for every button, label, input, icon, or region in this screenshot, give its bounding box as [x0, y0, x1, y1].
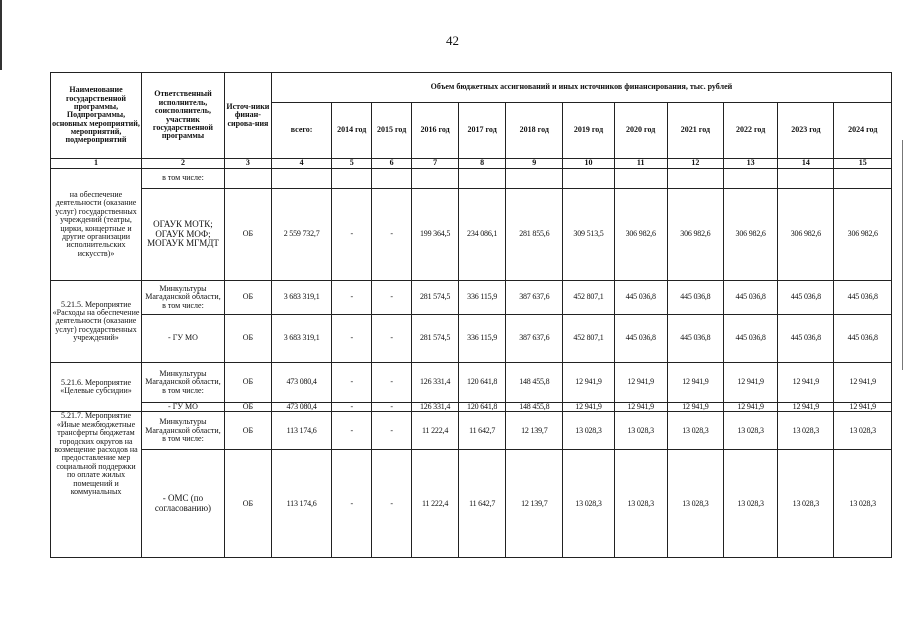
col-number: 3: [224, 159, 271, 169]
value-cell: 445 036,8: [614, 315, 667, 363]
executor-cell: - ГУ МО: [142, 403, 225, 412]
col-number: 9: [506, 159, 563, 169]
value-cell: 452 807,1: [563, 281, 614, 315]
value-cell: 336 115,9: [459, 315, 506, 363]
value-cell: 13 028,3: [778, 450, 834, 558]
value-cell: -: [372, 281, 412, 315]
value-cell: 3 683 319,1: [271, 281, 331, 315]
header-year: 2018 год: [506, 103, 563, 159]
executor-cell: ОГАУК МОТК; ОГАУК МОФ; МОГАУК МГМДТ: [142, 189, 225, 281]
activity-name: 5.21.7. Мероприятие «Иные межбюджетные трансферты бюджетам городских округов на возмещение расходов на предоставление мер социальной поддержки по оплате жилых помещений и коммунальных: [51, 412, 142, 558]
value-cell: 13 028,3: [834, 412, 892, 450]
value-cell: 12 941,9: [834, 403, 892, 412]
value-cell: 11 642,7: [459, 450, 506, 558]
value-cell: 306 982,6: [778, 189, 834, 281]
value-cell: 12 139,7: [506, 412, 563, 450]
col-number: 8: [459, 159, 506, 169]
col-number: 4: [271, 159, 331, 169]
header-total: всего:: [271, 103, 331, 159]
source-cell: [224, 169, 271, 189]
source-cell: ОБ: [224, 450, 271, 558]
value-cell: -: [332, 363, 372, 403]
value-cell: 234 086,1: [459, 189, 506, 281]
value-cell: -: [372, 189, 412, 281]
value-cell: -: [332, 450, 372, 558]
value-cell: 199 364,5: [412, 189, 459, 281]
table-row: [51, 403, 892, 412]
value-cell: 13 028,3: [667, 412, 723, 450]
activity-name: 5.21.5. Мероприятие «Расходы на обеспечение деятельности (оказание услуг) государственных учреждений»: [51, 281, 142, 363]
value-cell: 11 222,4: [412, 412, 459, 450]
header-year: 2014 год: [332, 103, 372, 159]
value-cell: 12 941,9: [724, 363, 778, 403]
value-cell: -: [372, 412, 412, 450]
header-year: 2022 год: [724, 103, 778, 159]
value-cell: 12 941,9: [778, 363, 834, 403]
source-cell: ОБ: [224, 281, 271, 315]
value-cell: 11 642,7: [459, 412, 506, 450]
source-cell: ОБ: [224, 315, 271, 363]
table-row: [51, 412, 892, 450]
header-year: 2021 год: [667, 103, 723, 159]
value-cell: 445 036,8: [724, 315, 778, 363]
value-cell: 452 807,1: [563, 315, 614, 363]
col-number: 10: [563, 159, 614, 169]
value-cell: -: [332, 403, 372, 412]
value-cell: 445 036,8: [614, 281, 667, 315]
source-cell: ОБ: [224, 403, 271, 412]
executor-cell: в том числе:: [142, 169, 225, 189]
value-cell: 445 036,8: [834, 281, 892, 315]
value-cell: 473 080,4: [271, 363, 331, 403]
value-cell: 306 982,6: [614, 189, 667, 281]
col-number: 15: [834, 159, 892, 169]
activity-name: 5.21.6. Мероприятие «Целевые субсидии»: [51, 363, 142, 412]
value-cell: 3 683 319,1: [271, 315, 331, 363]
executor-cell: Минкультуры Магаданской области, в том числе:: [142, 363, 225, 403]
header-year: 2016 год: [412, 103, 459, 159]
value-cell: -: [332, 315, 372, 363]
value-cell: 445 036,8: [724, 281, 778, 315]
value-cell: 306 982,6: [724, 189, 778, 281]
value-cell: 336 115,9: [459, 281, 506, 315]
value-cell: 445 036,8: [667, 281, 723, 315]
header-year: 2017 год: [459, 103, 506, 159]
executor-cell: Минкультуры Магаданской области, в том числе:: [142, 281, 225, 315]
activity-name: на обеспечение деятельности (оказание услуг) государственных учреждений (театры, цирки, концертные и другие организации исполнительских искусств)»: [51, 169, 142, 281]
executor-cell: - ГУ МО: [142, 315, 225, 363]
value-cell: 281 574,5: [412, 315, 459, 363]
value-cell: 281 855,6: [506, 189, 563, 281]
value-cell: 13 028,3: [614, 412, 667, 450]
col-number: 12: [667, 159, 723, 169]
value-cell: 13 028,3: [724, 450, 778, 558]
value-cell: -: [332, 189, 372, 281]
table-row: [51, 450, 892, 558]
value-cell: 113 174,6: [271, 412, 331, 450]
value-cell: 309 513,5: [563, 189, 614, 281]
value-cell: 126 331,4: [412, 363, 459, 403]
budget-table: [50, 72, 892, 558]
value-cell: 445 036,8: [667, 315, 723, 363]
value-cell: 12 139,7: [506, 450, 563, 558]
col-number: 14: [778, 159, 834, 169]
table-row: [51, 315, 892, 363]
value-cell: 12 941,9: [667, 363, 723, 403]
value-cell: 387 637,6: [506, 315, 563, 363]
value-cell: 13 028,3: [563, 412, 614, 450]
value-cell: 11 222,4: [412, 450, 459, 558]
value-cell: -: [372, 363, 412, 403]
value-cell: 473 080,4: [271, 403, 331, 412]
value-cell: 120 641,8: [459, 403, 506, 412]
value-cell: -: [372, 403, 412, 412]
value-cell: 306 982,6: [834, 189, 892, 281]
scan-edge-mark: [902, 140, 903, 370]
header-year: 2024 год: [834, 103, 892, 159]
header-volume: Объем бюджетных ассигнований и иных источников финансирования, тыс. рублей: [271, 73, 891, 103]
value-cell: -: [332, 412, 372, 450]
col-number: 2: [142, 159, 225, 169]
header-year: 2019 год: [563, 103, 614, 159]
value-cell: 13 028,3: [724, 412, 778, 450]
value-cell: 126 331,4: [412, 403, 459, 412]
header-executor: Ответственный исполнитель, соисполнитель, участник государственной программы: [142, 73, 225, 159]
source-cell: ОБ: [224, 412, 271, 450]
value-cell: 13 028,3: [834, 450, 892, 558]
value-cell: 148 455,8: [506, 403, 563, 412]
header-year: 2015 год: [372, 103, 412, 159]
value-cell: 12 941,9: [724, 403, 778, 412]
value-cell: 13 028,3: [667, 450, 723, 558]
value-cell: 12 941,9: [563, 403, 614, 412]
table-row: [51, 281, 892, 315]
col-number: 13: [724, 159, 778, 169]
table-row: [51, 169, 892, 189]
header-year: 2020 год: [614, 103, 667, 159]
value-cell: 113 174,6: [271, 450, 331, 558]
value-cell: 281 574,5: [412, 281, 459, 315]
value-cell: 12 941,9: [614, 363, 667, 403]
source-cell: ОБ: [224, 363, 271, 403]
value-cell: 148 455,8: [506, 363, 563, 403]
value-cell: 120 641,8: [459, 363, 506, 403]
executor-cell: - ОМС (по согласованию): [142, 450, 225, 558]
column-number-row: [51, 159, 892, 169]
value-cell: 12 941,9: [614, 403, 667, 412]
value-cell: 12 941,9: [834, 363, 892, 403]
col-number: 11: [614, 159, 667, 169]
value-cell: -: [332, 281, 372, 315]
value-cell: 445 036,8: [778, 281, 834, 315]
value-cell: 12 941,9: [778, 403, 834, 412]
col-number: 7: [412, 159, 459, 169]
source-cell: ОБ: [224, 189, 271, 281]
col-number: 1: [51, 159, 142, 169]
value-cell: 306 982,6: [667, 189, 723, 281]
header-source: Источ-ники финан-сирова-ния: [224, 73, 271, 159]
value-cell: 445 036,8: [778, 315, 834, 363]
value-cell: 2 559 732,7: [271, 189, 331, 281]
value-cell: 12 941,9: [563, 363, 614, 403]
value-cell: 13 028,3: [614, 450, 667, 558]
value-cell: 445 036,8: [834, 315, 892, 363]
table-row: [51, 363, 892, 403]
page-number: 42: [446, 33, 459, 48]
scan-edge-mark: [0, 0, 2, 70]
value-cell: 13 028,3: [778, 412, 834, 450]
value-cell: 387 637,6: [506, 281, 563, 315]
col-number: 5: [332, 159, 372, 169]
executor-cell: Минкультуры Магаданской области, в том числе:: [142, 412, 225, 450]
header-name: Наименование государственной программы, Подпрограммы, основных мероприятий, мероприятий, подмероприятий: [51, 73, 142, 159]
value-cell: 13 028,3: [563, 450, 614, 558]
value-cell: 12 941,9: [667, 403, 723, 412]
table-row: [51, 189, 892, 281]
header-year: 2023 год: [778, 103, 834, 159]
value-cell: -: [372, 315, 412, 363]
value-cell: -: [372, 450, 412, 558]
col-number: 6: [372, 159, 412, 169]
